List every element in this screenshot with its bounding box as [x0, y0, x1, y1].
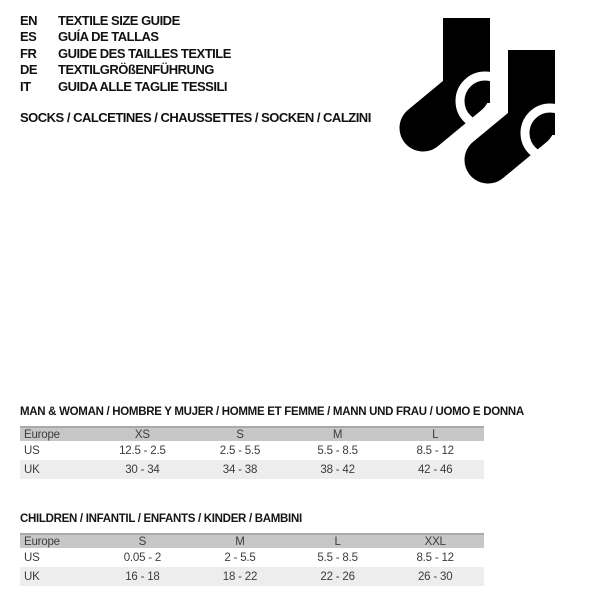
- size-cell: 26 - 30: [417, 570, 453, 583]
- size-cell: 8.5 - 12: [416, 444, 454, 457]
- children-row-us: [20, 548, 484, 567]
- adult-col-xs: XS: [134, 428, 150, 441]
- lang-row-en: [20, 13, 231, 29]
- adult-col-m: M: [332, 428, 343, 441]
- children-size-table-section: [20, 513, 484, 586]
- size-cell: 5.5 - 8.5: [317, 444, 358, 457]
- adult-col-europe: Europe: [24, 428, 60, 441]
- lang-row-fr: [20, 46, 231, 62]
- lang-code-fr: FR: [20, 45, 37, 61]
- lang-code-it: IT: [20, 78, 31, 94]
- socks-icon: [380, 10, 590, 188]
- region-cell: UK: [24, 570, 40, 583]
- adult-table-title: MAN & WOMAN / HOMBRE Y MUJER / HOMME ET FEMME / MANN UND FRAU / UOMO E DONNA: [20, 406, 524, 418]
- region-cell: US: [24, 444, 40, 457]
- lang-label-en: TEXTILE SIZE GUIDE: [58, 13, 180, 28]
- lang-code-en: EN: [20, 13, 38, 28]
- lang-code-es: ES: [20, 29, 37, 45]
- adult-row-us: [20, 441, 484, 460]
- adult-size-table-section: [20, 406, 524, 479]
- size-cell: 16 - 18: [125, 570, 160, 583]
- adult-col-l: L: [432, 428, 439, 441]
- children-table-title: CHILDREN / INFANTIL / ENFANTS / KINDER / BAMBINI: [20, 513, 302, 525]
- children-row-uk: [20, 567, 484, 586]
- size-cell: 0.05 - 2: [123, 551, 162, 564]
- size-cell: 18 - 22: [222, 570, 258, 583]
- children-col-europe: Europe: [24, 535, 60, 548]
- size-cell: 38 - 42: [320, 463, 355, 476]
- lang-row-de: [20, 62, 231, 78]
- lang-label-es: GUÍA DE TALLAS: [58, 29, 159, 45]
- adult-header-row: [20, 427, 484, 441]
- lang-label-it: GUIDA ALLE TAGLIE TESSILI: [58, 78, 228, 94]
- children-size-table: [20, 533, 484, 586]
- children-col-s: S: [138, 535, 147, 548]
- size-cell: 12.5 - 2.5: [119, 444, 166, 457]
- children-col-xxl: XXL: [424, 535, 446, 548]
- lang-label-de: TEXTILGRÖßENFÜHRUNG: [58, 62, 214, 78]
- region-cell: US: [24, 551, 40, 564]
- size-cell: 22 - 26: [320, 570, 355, 583]
- size-cell: 42 - 46: [417, 463, 453, 476]
- children-col-l: L: [334, 535, 341, 548]
- category-title: SOCKS / CALCETINES / CHAUSSETTES / SOCKEN / CALZINI: [20, 110, 371, 125]
- region-cell: UK: [24, 463, 40, 476]
- adult-col-s: S: [236, 428, 244, 441]
- size-cell: 2 - 5.5: [224, 551, 256, 564]
- children-col-m: M: [235, 535, 245, 548]
- lang-row-it: [20, 79, 231, 95]
- size-cell: 2.5 - 5.5: [219, 444, 261, 457]
- size-cell: 30 - 34: [125, 463, 160, 476]
- lang-code-de: DE: [20, 62, 38, 78]
- size-cell: 34 - 38: [222, 463, 258, 476]
- lang-row-es: [20, 29, 231, 45]
- lang-label-fr: GUIDE DES TAILLES TEXTILE: [58, 45, 231, 61]
- size-cell: 5.5 - 8.5: [317, 551, 358, 564]
- language-guide-list: [20, 13, 231, 95]
- size-cell: 8.5 - 12: [416, 551, 454, 564]
- children-header-row: [20, 534, 484, 548]
- adult-size-table: [20, 426, 484, 479]
- adult-row-uk: [20, 460, 484, 479]
